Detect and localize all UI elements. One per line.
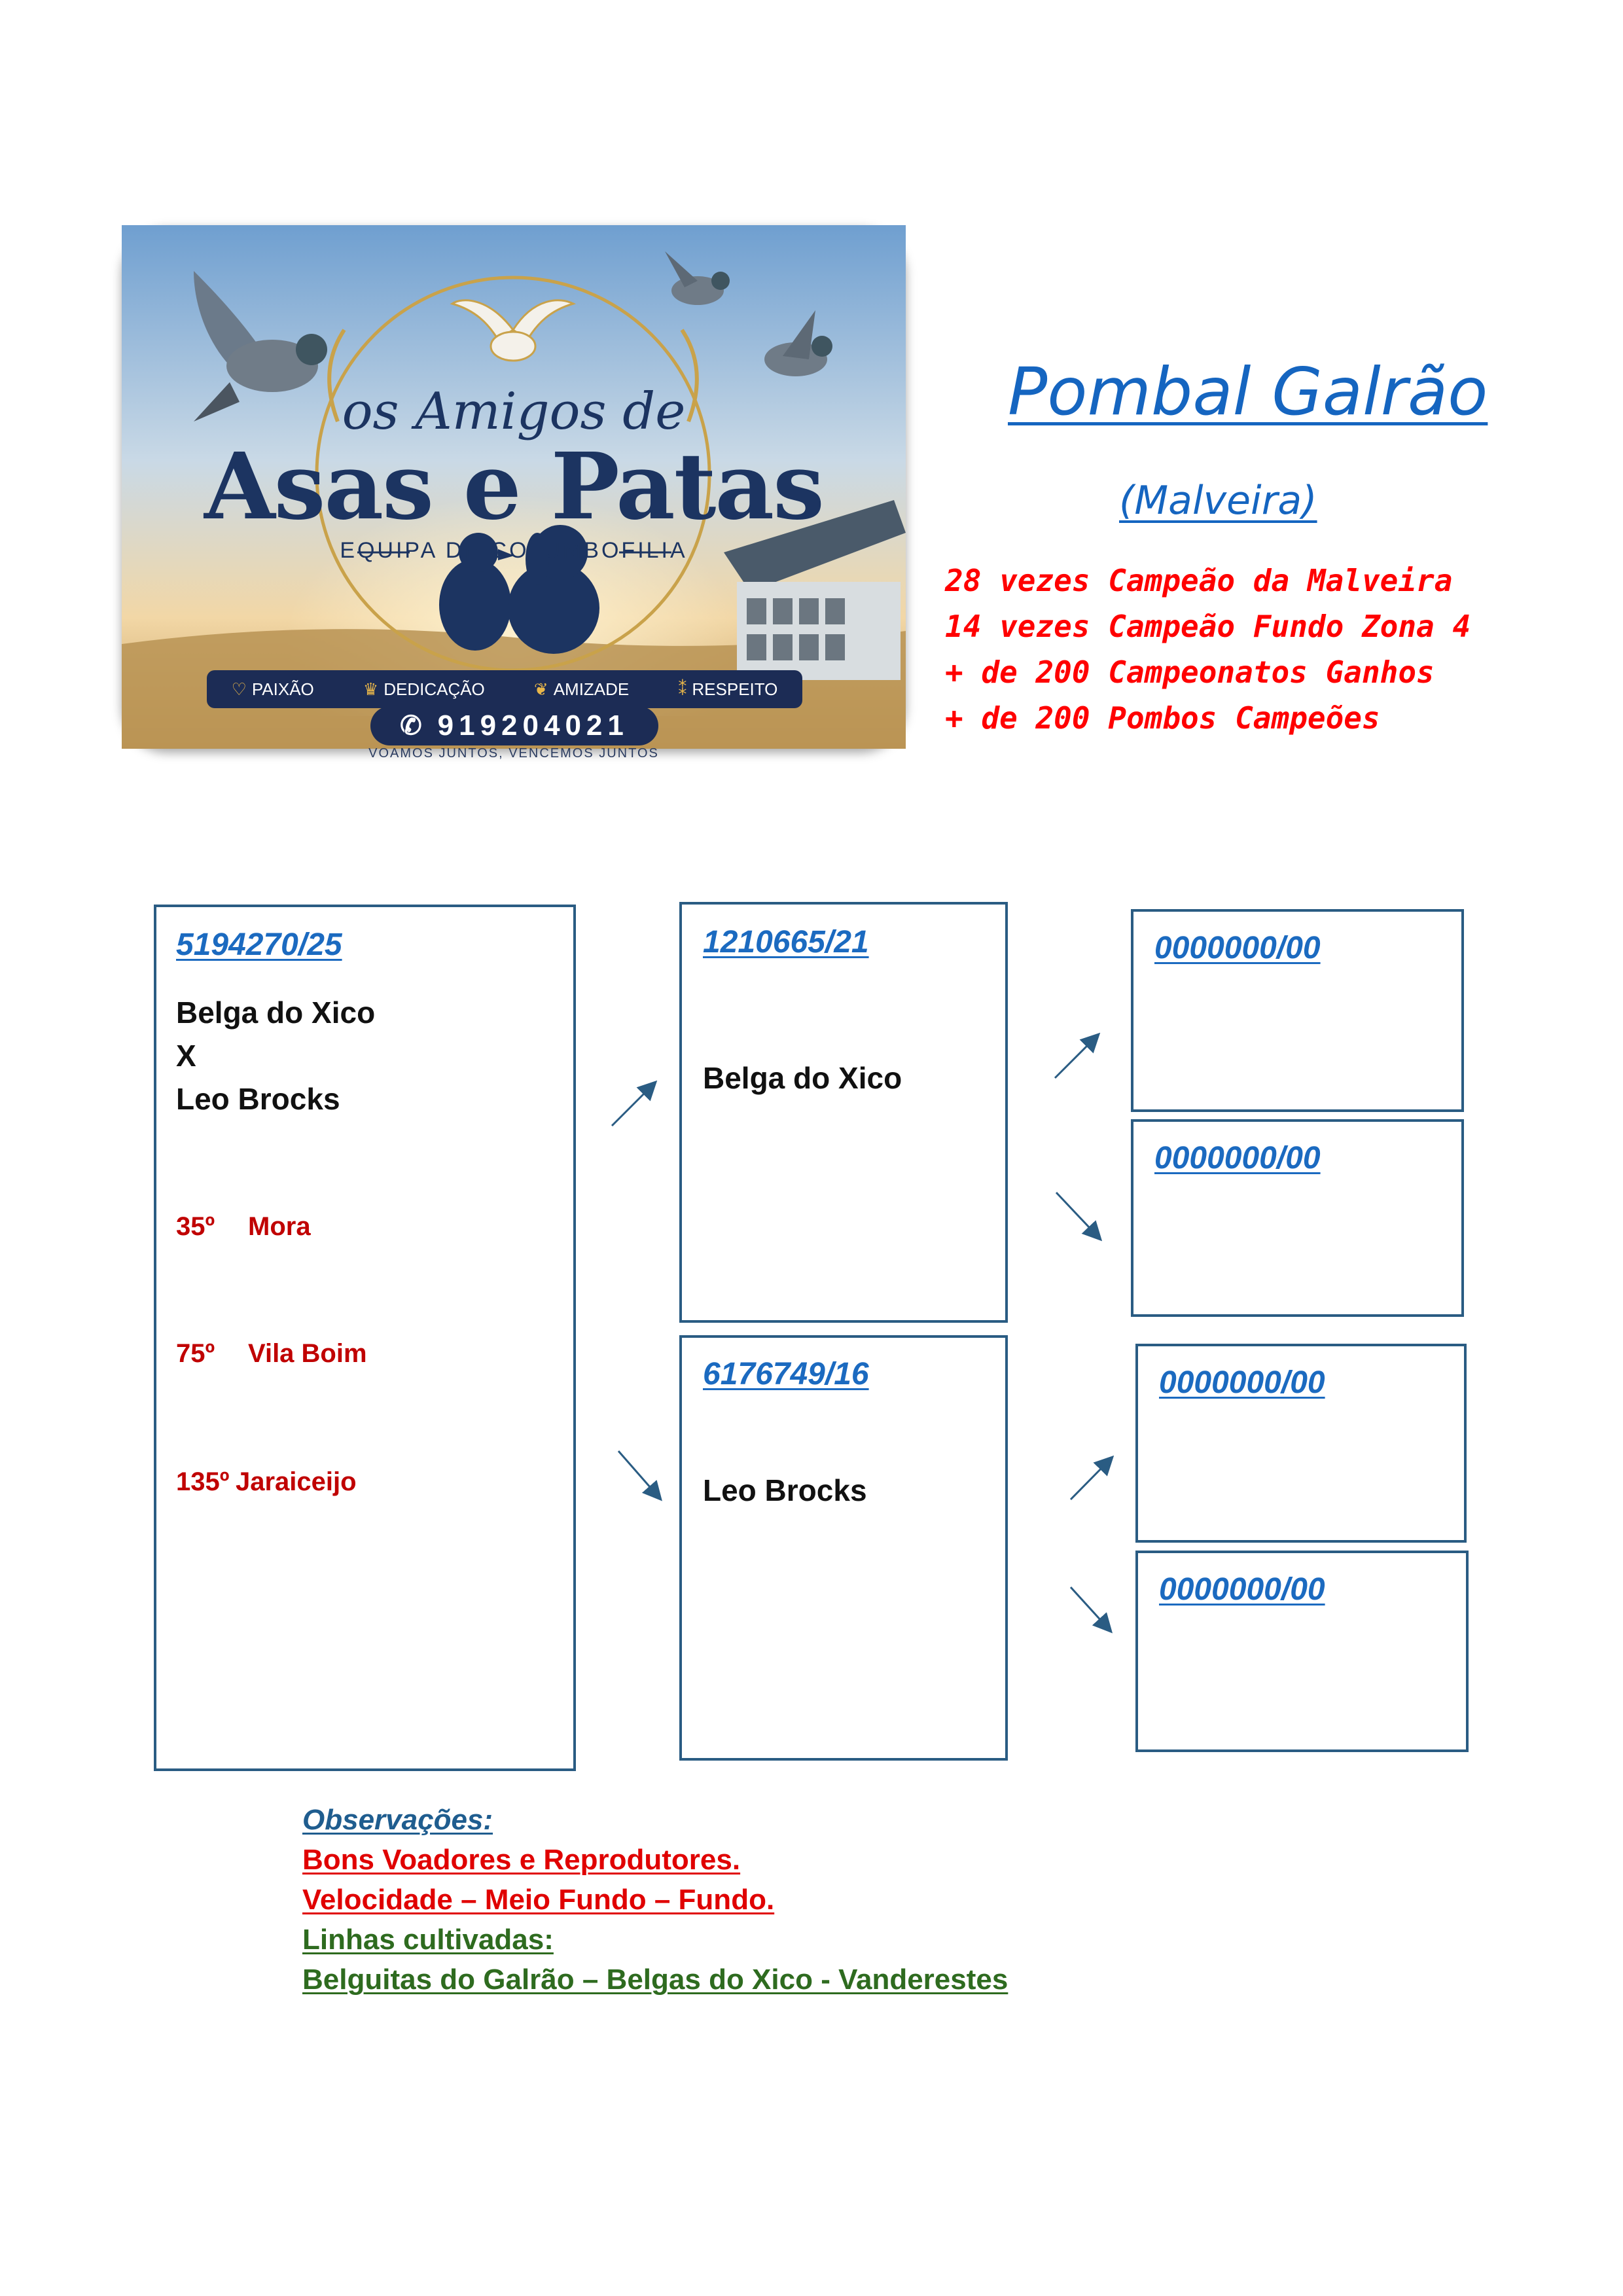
sire-name: Belga do Xico (703, 1061, 902, 1095)
logo-subtitle: EQUIPA DE COLUMBOFILIA (340, 538, 688, 563)
observation-line: Bons Voadores e Reprodutores. (302, 1844, 741, 1876)
arrow-to-grandparent-2 (1056, 1193, 1099, 1238)
result-place: 75º (176, 1339, 215, 1368)
grandparent-ring-number: 0000000/00 (1154, 1141, 1321, 1175)
arrow-to-grandparent-1 (1055, 1035, 1097, 1078)
subject-ring-number: 5194270/25 (176, 927, 342, 962)
result-location: Vila Boim (248, 1339, 367, 1368)
page-subtitle: (Malveira) (1119, 478, 1317, 524)
sire-ring-number: 1210665/21 (703, 925, 869, 960)
value-label: PAIXÃO (251, 679, 314, 699)
grandparent-ring-number: 0000000/00 (1154, 931, 1321, 965)
observation-line: Belguitas do Galrão – Belgas do Xico - Vanderestes (302, 1964, 1008, 1996)
logo-script-line: os Amigos de (342, 382, 686, 441)
arrow-to-grandparent-4 (1071, 1587, 1110, 1630)
subject-name-line: Belga do Xico (176, 996, 376, 1030)
handshake-icon: ❦ (533, 679, 548, 699)
arrow-to-dam (618, 1451, 660, 1498)
dam-ring-number: 6176749/16 (703, 1357, 869, 1391)
page-title: Pombal Galrão (1008, 353, 1488, 430)
achievement-item: 28 vezes Campeão da Malveira (945, 563, 1453, 598)
arrow-to-grandparent-3 (1071, 1458, 1111, 1499)
observations (302, 1800, 1008, 2000)
observations-title: Observações: (302, 1804, 493, 1836)
grandparent-ring-number: 0000000/00 (1159, 1365, 1325, 1400)
result-place: 35º (176, 1212, 215, 1241)
phone-number: 919204021 (437, 709, 629, 742)
phone-icon: ✆ (400, 711, 427, 740)
value-label: DEDICAÇÃO (383, 679, 485, 699)
logo-slogan: VOAMOS JUNTOS, VENCEMOS JUNTOS (368, 746, 659, 761)
result-location: Jaraiceijo (236, 1467, 357, 1496)
subject-name-line: Leo Brocks (176, 1082, 340, 1116)
result-place: 135º (176, 1467, 230, 1496)
result-location: Mora (248, 1212, 311, 1241)
logo-title: Asas e Patas (204, 433, 823, 541)
value-label: RESPEITO (692, 679, 778, 699)
arrow-to-sire (612, 1083, 654, 1126)
achievement-item: + de 200 Campeonatos Ganhos (945, 655, 1435, 690)
heart-icon: ♡ (231, 679, 247, 699)
wheat-icon: ⁑ (678, 679, 687, 699)
value-label: AMIZADE (553, 679, 630, 699)
achievement-item: + de 200 Pombos Campeões (945, 700, 1380, 736)
dam-name: Leo Brocks (703, 1473, 867, 1507)
achievement-item: 14 vezes Campeão Fundo Zona 4 (945, 609, 1471, 644)
trophy-icon: ♛ (363, 679, 379, 699)
observation-line: Linhas cultivadas: (302, 1924, 554, 1956)
grandparent-ring-number: 0000000/00 (1159, 1572, 1325, 1607)
observation-line: Velocidade – Meio Fundo – Fundo. (302, 1884, 775, 1916)
subject-name-line: X (176, 1039, 196, 1073)
